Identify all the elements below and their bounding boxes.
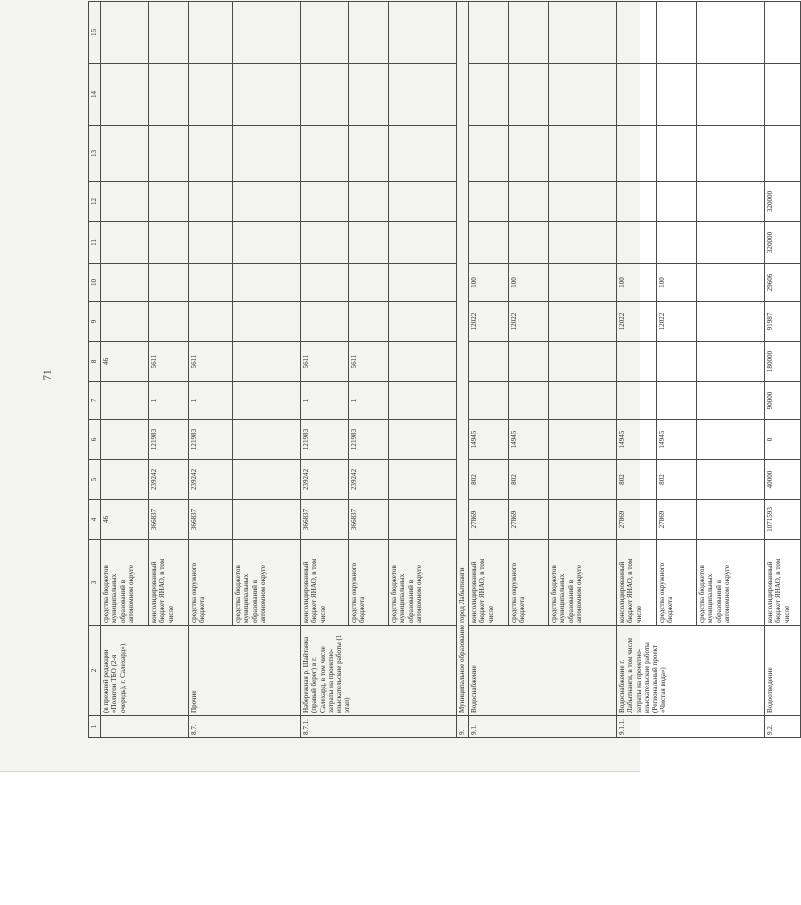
- table-cell: 121983: [189, 420, 233, 460]
- table-cell: средства бюджетов муниципальных образований в автономном округе: [101, 540, 149, 626]
- table-cell: 9.1.1.: [617, 716, 765, 738]
- table-cell: 46: [101, 342, 149, 382]
- table-cell: [189, 2, 233, 64]
- table-cell: [189, 302, 233, 342]
- table-cell: [697, 460, 765, 500]
- table-cell: 9.: [457, 716, 469, 738]
- table-cell: [101, 302, 149, 342]
- table-cell: средства окружного бюджета: [349, 540, 389, 626]
- table-cell: [617, 382, 657, 420]
- table-cell: [469, 126, 509, 182]
- table-cell: [233, 460, 301, 500]
- table-cell: [469, 182, 509, 222]
- table-cell: [349, 126, 389, 182]
- column-number-cell: 9: [89, 302, 101, 342]
- table-cell: [509, 182, 549, 222]
- table-cell: [101, 420, 149, 460]
- page-number: 71: [41, 369, 54, 381]
- table-cell: [469, 2, 509, 64]
- column-number-cell: 11: [89, 222, 101, 264]
- header-row: [89, 2, 101, 738]
- table-cell: [101, 716, 189, 738]
- table-cell: [389, 382, 457, 420]
- table-cell: [389, 342, 457, 382]
- table-cell: 802: [657, 460, 697, 500]
- table-cell: 12022: [469, 302, 509, 342]
- table-row: [101, 2, 149, 738]
- table-cell: 802: [617, 460, 657, 500]
- table-cell: [657, 64, 697, 126]
- table-cell: 14945: [657, 420, 697, 460]
- table-cell: [349, 64, 389, 126]
- table-cell: [697, 2, 765, 64]
- table-cell: [389, 420, 457, 460]
- table-cell: [469, 382, 509, 420]
- table-cell: [349, 302, 389, 342]
- table-cell: 100: [617, 264, 657, 302]
- table-cell: 802: [469, 460, 509, 500]
- table-cell: [657, 382, 697, 420]
- table-cell: 46: [101, 500, 149, 540]
- table-cell: [509, 382, 549, 420]
- table-cell: [389, 460, 457, 500]
- table-cell: [549, 420, 617, 460]
- table-cell: 1: [349, 382, 389, 420]
- table-cell: [617, 64, 657, 126]
- table-cell: 8.7.1.: [301, 716, 457, 738]
- table-cell: [617, 222, 657, 264]
- table-cell: Водоснабжение: [469, 626, 617, 716]
- table-cell: консолидированный бюджет ЯНАО, в том числе: [149, 540, 189, 626]
- column-number-cell: 13: [89, 126, 101, 182]
- table-cell: 366837: [301, 500, 349, 540]
- table-cell: [101, 64, 149, 126]
- table-cell: [233, 64, 301, 126]
- table-cell: 5611: [301, 342, 349, 382]
- column-number-cell: 4: [89, 500, 101, 540]
- table-cell: 366837: [189, 500, 233, 540]
- table-cell: [189, 126, 233, 182]
- table-cell: [469, 222, 509, 264]
- column-number-cell: 10: [89, 264, 101, 302]
- table-row: [617, 2, 657, 738]
- table-cell: 366837: [149, 500, 189, 540]
- table-cell: [389, 64, 457, 126]
- table-cell: 239242: [349, 460, 389, 500]
- table-cell: [349, 2, 389, 64]
- table-cell: Муниципальное образование город Лабытнанги: [457, 2, 469, 716]
- table-cell: [389, 182, 457, 222]
- table-cell: [657, 182, 697, 222]
- table-cell: [509, 342, 549, 382]
- table-cell: [101, 264, 149, 302]
- table-cell: [101, 2, 149, 64]
- budget-table: [88, 1, 801, 738]
- table-cell: [697, 64, 765, 126]
- table-cell: средства окружного бюджета: [657, 540, 697, 626]
- table-cell: [301, 222, 349, 264]
- table-cell: 320000: [765, 182, 801, 222]
- table-cell: 27869: [617, 500, 657, 540]
- table-cell: [233, 264, 301, 302]
- table-cell: [657, 342, 697, 382]
- table-cell: 239242: [189, 460, 233, 500]
- table-cell: [149, 2, 189, 64]
- table-cell: [149, 302, 189, 342]
- table-cell: [509, 222, 549, 264]
- table-row: [765, 2, 801, 738]
- column-number-cell: 8: [89, 342, 101, 382]
- table-cell: [549, 342, 617, 382]
- table-cell: [189, 264, 233, 302]
- table-cell: [509, 126, 549, 182]
- table-cell: [697, 420, 765, 460]
- table-cell: 802: [509, 460, 549, 500]
- table-cell: 9.2.: [765, 716, 801, 738]
- table-row: [189, 2, 233, 738]
- table-cell: средства окружного бюджета: [509, 540, 549, 626]
- table-cell: 180000: [765, 342, 801, 382]
- table-cell: 90000: [765, 382, 801, 420]
- table-cell: [549, 500, 617, 540]
- table-cell: 5611: [149, 342, 189, 382]
- table-cell: 320000: [765, 222, 801, 264]
- table-cell: [549, 126, 617, 182]
- table-cell: [389, 264, 457, 302]
- table-cell: 12022: [617, 302, 657, 342]
- table-row: [457, 2, 469, 738]
- table-cell: [765, 126, 801, 182]
- table-body: [89, 2, 801, 738]
- column-number-cell: 2: [89, 626, 101, 716]
- table-cell: [233, 500, 301, 540]
- table-cell: [349, 182, 389, 222]
- table-cell: (в прежней редакции «Полигон ТБО (2-я очередь), г. Салехард»): [101, 626, 189, 716]
- table-cell: 29606: [765, 264, 801, 302]
- column-number-cell: 3: [89, 540, 101, 626]
- table-cell: 0: [765, 420, 801, 460]
- table-cell: 5611: [349, 342, 389, 382]
- column-number-cell: 7: [89, 382, 101, 420]
- table-cell: [101, 222, 149, 264]
- table-cell: [765, 2, 801, 64]
- table-cell: 27869: [657, 500, 697, 540]
- table-cell: [389, 222, 457, 264]
- table-cell: [697, 500, 765, 540]
- table-cell: 9.1.: [469, 716, 617, 738]
- table-cell: средства бюджетов муниципальных образований в автономном округе: [549, 540, 617, 626]
- table-cell: [101, 382, 149, 420]
- table-cell: [697, 342, 765, 382]
- table-cell: 366837: [349, 500, 389, 540]
- table-cell: [149, 264, 189, 302]
- table-row: [301, 2, 349, 738]
- table-cell: Прочие: [189, 626, 301, 716]
- table-cell: 27869: [509, 500, 549, 540]
- table-cell: [509, 2, 549, 64]
- table-cell: 14945: [509, 420, 549, 460]
- table-cell: [549, 222, 617, 264]
- table-cell: 1: [149, 382, 189, 420]
- table-cell: 8.7.: [189, 716, 301, 738]
- table-cell: [233, 420, 301, 460]
- table-cell: [101, 182, 149, 222]
- table-cell: средства окружного бюджета: [189, 540, 233, 626]
- column-number-cell: 12: [89, 182, 101, 222]
- table-cell: [697, 126, 765, 182]
- table-cell: [549, 182, 617, 222]
- table-cell: [149, 64, 189, 126]
- table-cell: [617, 2, 657, 64]
- table-cell: [149, 182, 189, 222]
- table-cell: [233, 182, 301, 222]
- table-cell: [101, 126, 149, 182]
- table-cell: [389, 500, 457, 540]
- table-cell: [301, 64, 349, 126]
- table-cell: Водоотведение: [765, 626, 801, 716]
- table-row: [469, 2, 509, 738]
- table-cell: [389, 126, 457, 182]
- table-cell: [617, 182, 657, 222]
- table-cell: [617, 342, 657, 382]
- table-cell: [233, 382, 301, 420]
- table-cell: [389, 302, 457, 342]
- table-cell: средства бюджетов муниципальных образований в автономном округе: [233, 540, 301, 626]
- table-cell: консолидированный бюджет ЯНАО, в том числе: [301, 540, 349, 626]
- table-cell: Набережная р. Шайтанка (правый берег) в г. Салехард, в том числе затраты на проектно-изыскательские работы (1 этап): [301, 626, 457, 716]
- table-cell: 12022: [509, 302, 549, 342]
- table-cell: [233, 126, 301, 182]
- table-cell: [149, 222, 189, 264]
- table-cell: [549, 264, 617, 302]
- table-cell: [509, 64, 549, 126]
- table-cell: [101, 460, 149, 500]
- table-cell: [657, 2, 697, 64]
- table-cell: [657, 126, 697, 182]
- table-cell: 14945: [469, 420, 509, 460]
- table-cell: 100: [469, 264, 509, 302]
- table-cell: [765, 64, 801, 126]
- table-cell: [301, 182, 349, 222]
- table-cell: [697, 382, 765, 420]
- table-cell: [301, 302, 349, 342]
- table-cell: [469, 342, 509, 382]
- table-cell: консолидированный бюджет ЯНАО, в том числе: [765, 540, 801, 626]
- table-cell: [617, 126, 657, 182]
- table-cell: [233, 2, 301, 64]
- table-cell: [549, 382, 617, 420]
- table-cell: 14945: [617, 420, 657, 460]
- table-cell: [301, 264, 349, 302]
- table-cell: 239242: [301, 460, 349, 500]
- table-cell: 1071593: [765, 500, 801, 540]
- table-cell: 40000: [765, 460, 801, 500]
- rotated-table-wrapper: [88, 2, 791, 738]
- table-cell: [697, 302, 765, 342]
- table-cell: [657, 222, 697, 264]
- table-cell: 27869: [469, 500, 509, 540]
- table-cell: [697, 222, 765, 264]
- table-cell: [549, 2, 617, 64]
- table-cell: [189, 64, 233, 126]
- table-cell: [549, 302, 617, 342]
- table-cell: [389, 2, 457, 64]
- table-cell: [549, 460, 617, 500]
- table-cell: консолидированный бюджет ЯНАО, в том числе: [469, 540, 509, 626]
- table-cell: [233, 222, 301, 264]
- table-cell: консолидированный бюджет ЯНАО, в том числе: [617, 540, 657, 626]
- table-cell: 121983: [149, 420, 189, 460]
- table-cell: [349, 264, 389, 302]
- table-cell: 121983: [301, 420, 349, 460]
- table-cell: [549, 64, 617, 126]
- table-cell: [697, 264, 765, 302]
- table-cell: [233, 342, 301, 382]
- table-cell: средства бюджетов муниципальных образований в автономном округе: [389, 540, 457, 626]
- table-cell: [469, 64, 509, 126]
- column-number-cell: 15: [89, 2, 101, 64]
- table-cell: [349, 222, 389, 264]
- table-cell: средства бюджетов муниципальных образований в автономном округе: [697, 540, 765, 626]
- column-number-cell: 6: [89, 420, 101, 460]
- table-cell: 5611: [189, 342, 233, 382]
- table-cell: [149, 126, 189, 182]
- table-cell: [233, 302, 301, 342]
- table-cell: [189, 182, 233, 222]
- table-cell: 100: [509, 264, 549, 302]
- table-cell: [301, 126, 349, 182]
- table-cell: [189, 222, 233, 264]
- column-number-cell: 1: [89, 716, 101, 738]
- table-cell: Водоснабжение г. Лабытнанги, в том числе затраты на проектно-изыскательские работы (Региональный проект «Чистая вода»): [617, 626, 765, 716]
- table-cell: 12022: [657, 302, 697, 342]
- column-number-cell: 14: [89, 64, 101, 126]
- table-cell: [301, 2, 349, 64]
- table-cell: 100: [657, 264, 697, 302]
- table-cell: 1: [189, 382, 233, 420]
- table-cell: 91987: [765, 302, 801, 342]
- table-cell: 121983: [349, 420, 389, 460]
- column-number-cell: 5: [89, 460, 101, 500]
- table-cell: 1: [301, 382, 349, 420]
- table-cell: 239242: [149, 460, 189, 500]
- table-cell: [697, 182, 765, 222]
